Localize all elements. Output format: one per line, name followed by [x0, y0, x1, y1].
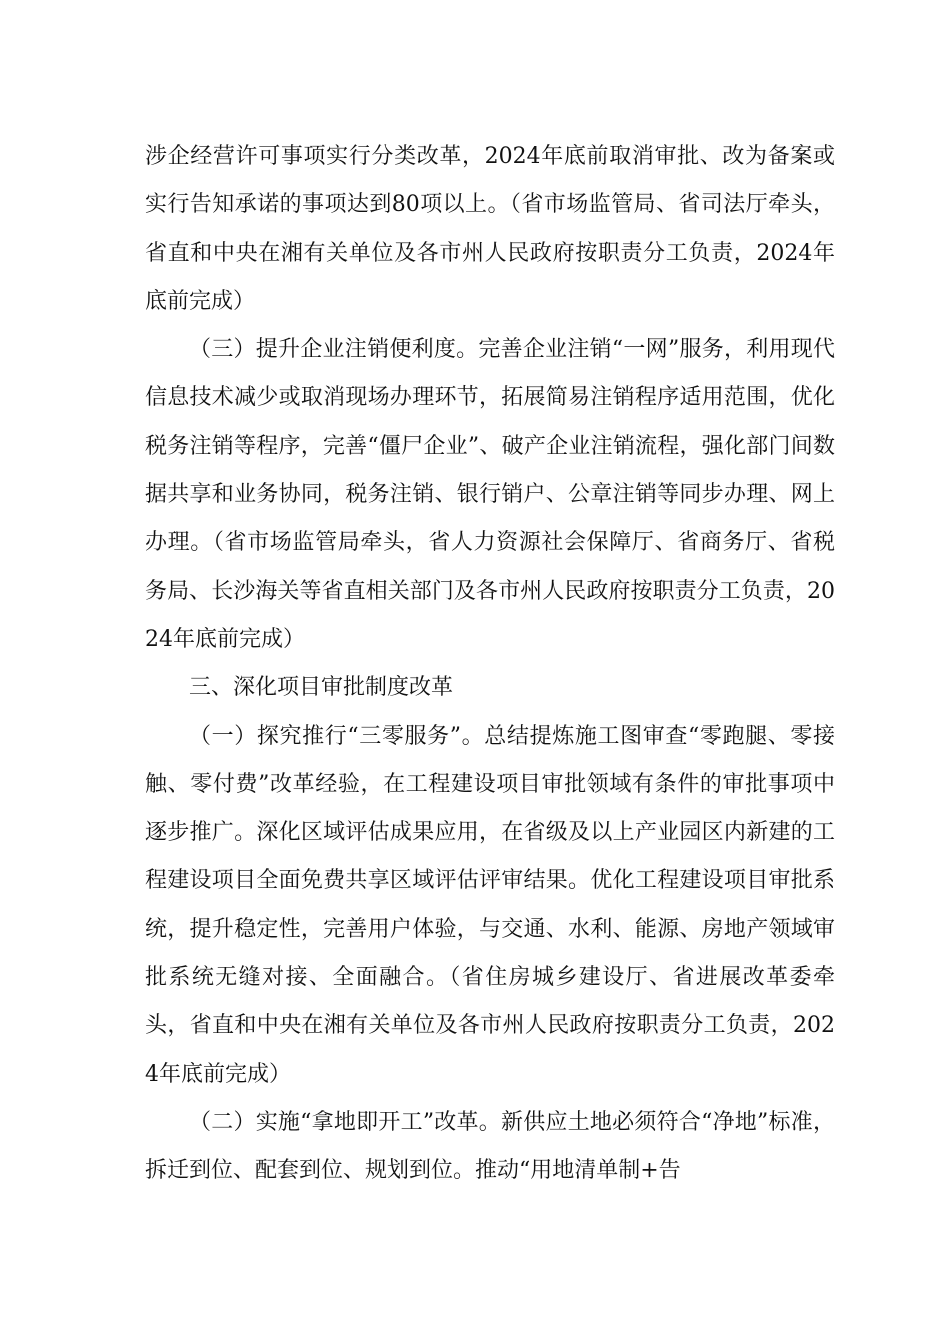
- section-heading: 三、深化项目审批制度改革: [189, 675, 454, 701]
- paragraph-item-2-land: （二）实施“拿地即开工”改革。新供应土地必须符合“净地”标准，拆迁到位、配套到位、规划到位。推动“用地清单制+告: [145, 1109, 835, 1184]
- paragraph-item-1-three-zero: （一）探究推行“三零服务”。总结提炼施工图审查“零跑腿、零接触、零付费”改革经验，在工程建设项目审批领域有条件的审批事项中逐步推广。深化区域评估成果应用，在省级及以上产业园区内新建的工程建设项目全面免费共享区域评估评审结果。优化工程建设项目审批系统，提升稳定性，完善用户体验，与交通、水利、能源、房地产领域审批系统无缝对接、全面融合。（省住房城乡建设厅、省进展改革委牵头，省直和中央在湘有关单位及各市州人民政府按职责分工负责，2024年底前完成）: [145, 723, 835, 1087]
- paragraph-continuation: 涉企经营许可事项实行分类改革，2024年底前取消审批、改为备案或实行告知承诺的事项达到80项以上。（省市场监管局、省司法厅牵头，省直和中央在湘有关单位及各市州人民政府按职责分工负责，2024年底前完成）: [145, 144, 835, 314]
- paragraph-item-3-deregistration: （三）提升企业注销便利度。完善企业注销“一网”服务，利用现代信息技术减少或取消现场办理环节，拓展简易注销程序适用范围，优化税务注销等程序，完善“僵尸企业”、破产企业注销流程，强化部门间数据共享和业务协同，税务注销、银行销户、公章注销等同步办理、网上办理。（省市场监管局牵头，省人力资源社会保障厅、省商务厅、省税务局、长沙海关等省直相关部门及各市州人民政府按职责分工负责，2024年底前完成）: [145, 337, 835, 652]
- document-body: [145, 133, 835, 1196]
